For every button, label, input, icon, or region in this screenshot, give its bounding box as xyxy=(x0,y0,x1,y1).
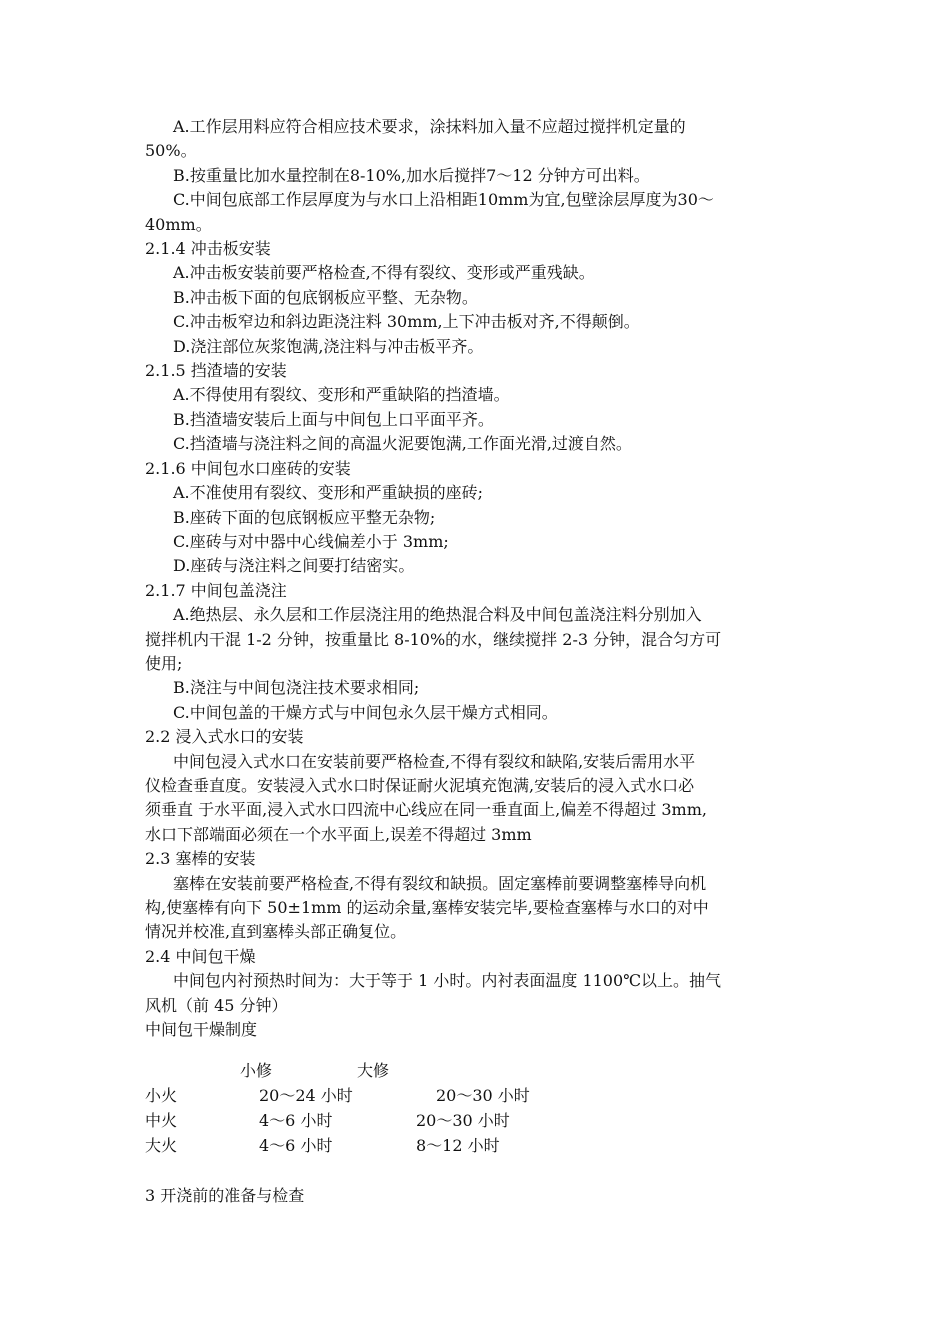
col-header-major: 大修 xyxy=(357,1061,390,1080)
list-item: C.中间包盖的干燥方式与中间包永久层干燥方式相同。 xyxy=(173,702,558,722)
text-line: 构,使塞棒有向下 50±1mm 的运动余量,塞棒安装完毕,要检查塞棒与水口的对中 xyxy=(145,898,709,917)
text-line: 情况并校准,直到塞棒头部正确复位。 xyxy=(145,922,407,942)
cell-minor: 4～6 小时 xyxy=(259,1136,333,1155)
text-line: B.按重量比加水量控制在8-10%,加水后搅拌7～12 分钟方可出料。 xyxy=(173,165,650,185)
section-heading-2-1-7: 2.1.7 中间包盖浇注 xyxy=(145,580,287,600)
cell-minor: 20～24 小时 xyxy=(259,1086,353,1105)
list-item: C.座砖与对中器中心线偏差小于 3mm; xyxy=(173,531,449,551)
list-item: C.冲击板窄边和斜边距浇注料 30mm,上下冲击板对齐,不得颠倒。 xyxy=(173,312,640,332)
text-line: 仪检查垂直度。安装浸入式水口时保证耐火泥填充饱满,安装后的浸入式水口必 xyxy=(145,775,695,795)
col-header-minor: 小修 xyxy=(240,1061,273,1080)
text-line: 中间包浸入式水口在安装前要严格检查,不得有裂纹和缺陷,安装后需用水平 xyxy=(173,751,696,771)
text-line: 水口下部端面必须在一个水平面上,误差不得超过 3mm xyxy=(145,824,532,844)
cell-major: 8～12 小时 xyxy=(416,1136,500,1155)
list-item: A.冲击板安装前要严格检查,不得有裂纹、变形或严重残缺。 xyxy=(173,263,595,283)
table-title: 中间包干燥制度 xyxy=(145,1020,258,1040)
row-label: 大火 xyxy=(145,1136,178,1155)
text-line: 50%。 xyxy=(145,141,197,161)
list-item: A.不准使用有裂纹、变形和严重缺损的座砖; xyxy=(173,483,484,503)
section-heading-3-text: 3 开浇前的准备与检查 xyxy=(145,1186,305,1205)
list-item: C.挡渣墙与浇注料之间的高温火泥要饱满,工作面光滑,过渡自然。 xyxy=(173,434,632,454)
list-item: D.浇注部位灰浆饱满,浇注料与冲击板平齐。 xyxy=(173,336,484,356)
section-heading-2-2: 2.2 浸入式水口的安装 xyxy=(145,727,304,747)
text-line: A.绝热层、永久层和工作层浇注用的绝热混合料及中间包盖浇注料分别加入 xyxy=(173,605,702,625)
text-line: A.工作层用料应符合相应技术要求，涂抹料加入量不应超过搅拌机定量的 xyxy=(173,117,686,136)
section-heading-2-1-6: 2.1.6 中间包水口座砖的安装 xyxy=(145,458,351,478)
cell-minor: 4～6 小时 xyxy=(259,1111,333,1130)
text-line: 塞棒在安装前要严格检查,不得有裂纹和缺损。固定塞棒前要调整塞棒导向机 xyxy=(173,873,707,893)
list-item: B.挡渣墙安装后上面与中间包上口平面平齐。 xyxy=(173,409,494,429)
list-item: B.浇注与中间包浇注技术要求相同; xyxy=(173,678,420,698)
section-heading-2-4: 2.4 中间包干燥 xyxy=(145,946,256,966)
row-label: 小火 xyxy=(145,1086,178,1105)
text-line: 中间包内衬预热时间为：大于等于 1 小时。内衬表面温度 1100℃以上。抽气 xyxy=(173,971,722,991)
row-label: 中火 xyxy=(145,1111,178,1130)
text-line: 须垂直 于水平面,浸入式水口四流中心线应在同一垂直面上,偏差不得超过 3mm, xyxy=(145,800,707,820)
cell-major: 20～30 小时 xyxy=(416,1111,510,1130)
text-line: 风机（前 45 分钟） xyxy=(145,995,288,1015)
text-line: 使用; xyxy=(145,653,183,673)
text-line: 搅拌机内干混 1-2 分钟，按重量比 8-10%的水，继续搅拌 2-3 分钟，混合匀方可 xyxy=(145,629,722,649)
section-heading-2-3: 2.3 塞棒的安装 xyxy=(145,849,256,869)
cell-major: 20～30 小时 xyxy=(436,1086,530,1105)
list-item: A.不得使用有裂纹、变形和严重缺陷的挡渣墙。 xyxy=(173,385,510,405)
list-item: B.座砖下面的包底钢板应平整无杂物; xyxy=(173,507,436,527)
section-heading-2-1-4: 2.1.4 冲击板安装 xyxy=(145,239,271,259)
work-layer-block xyxy=(145,115,810,1042)
list-item: D.座砖与浇注料之间要打结密实。 xyxy=(173,556,415,576)
text-line: 40mm。 xyxy=(145,214,212,234)
text-line: C.中间包底部工作层厚度为与水口上沿相距10mm为宜,包壁涂层厚度为30～ xyxy=(173,190,714,210)
list-item: B.冲击板下面的包底钢板应平整、无杂物。 xyxy=(173,287,478,307)
section-heading-2-1-5: 2.1.5 挡渣墙的安装 xyxy=(145,361,287,381)
